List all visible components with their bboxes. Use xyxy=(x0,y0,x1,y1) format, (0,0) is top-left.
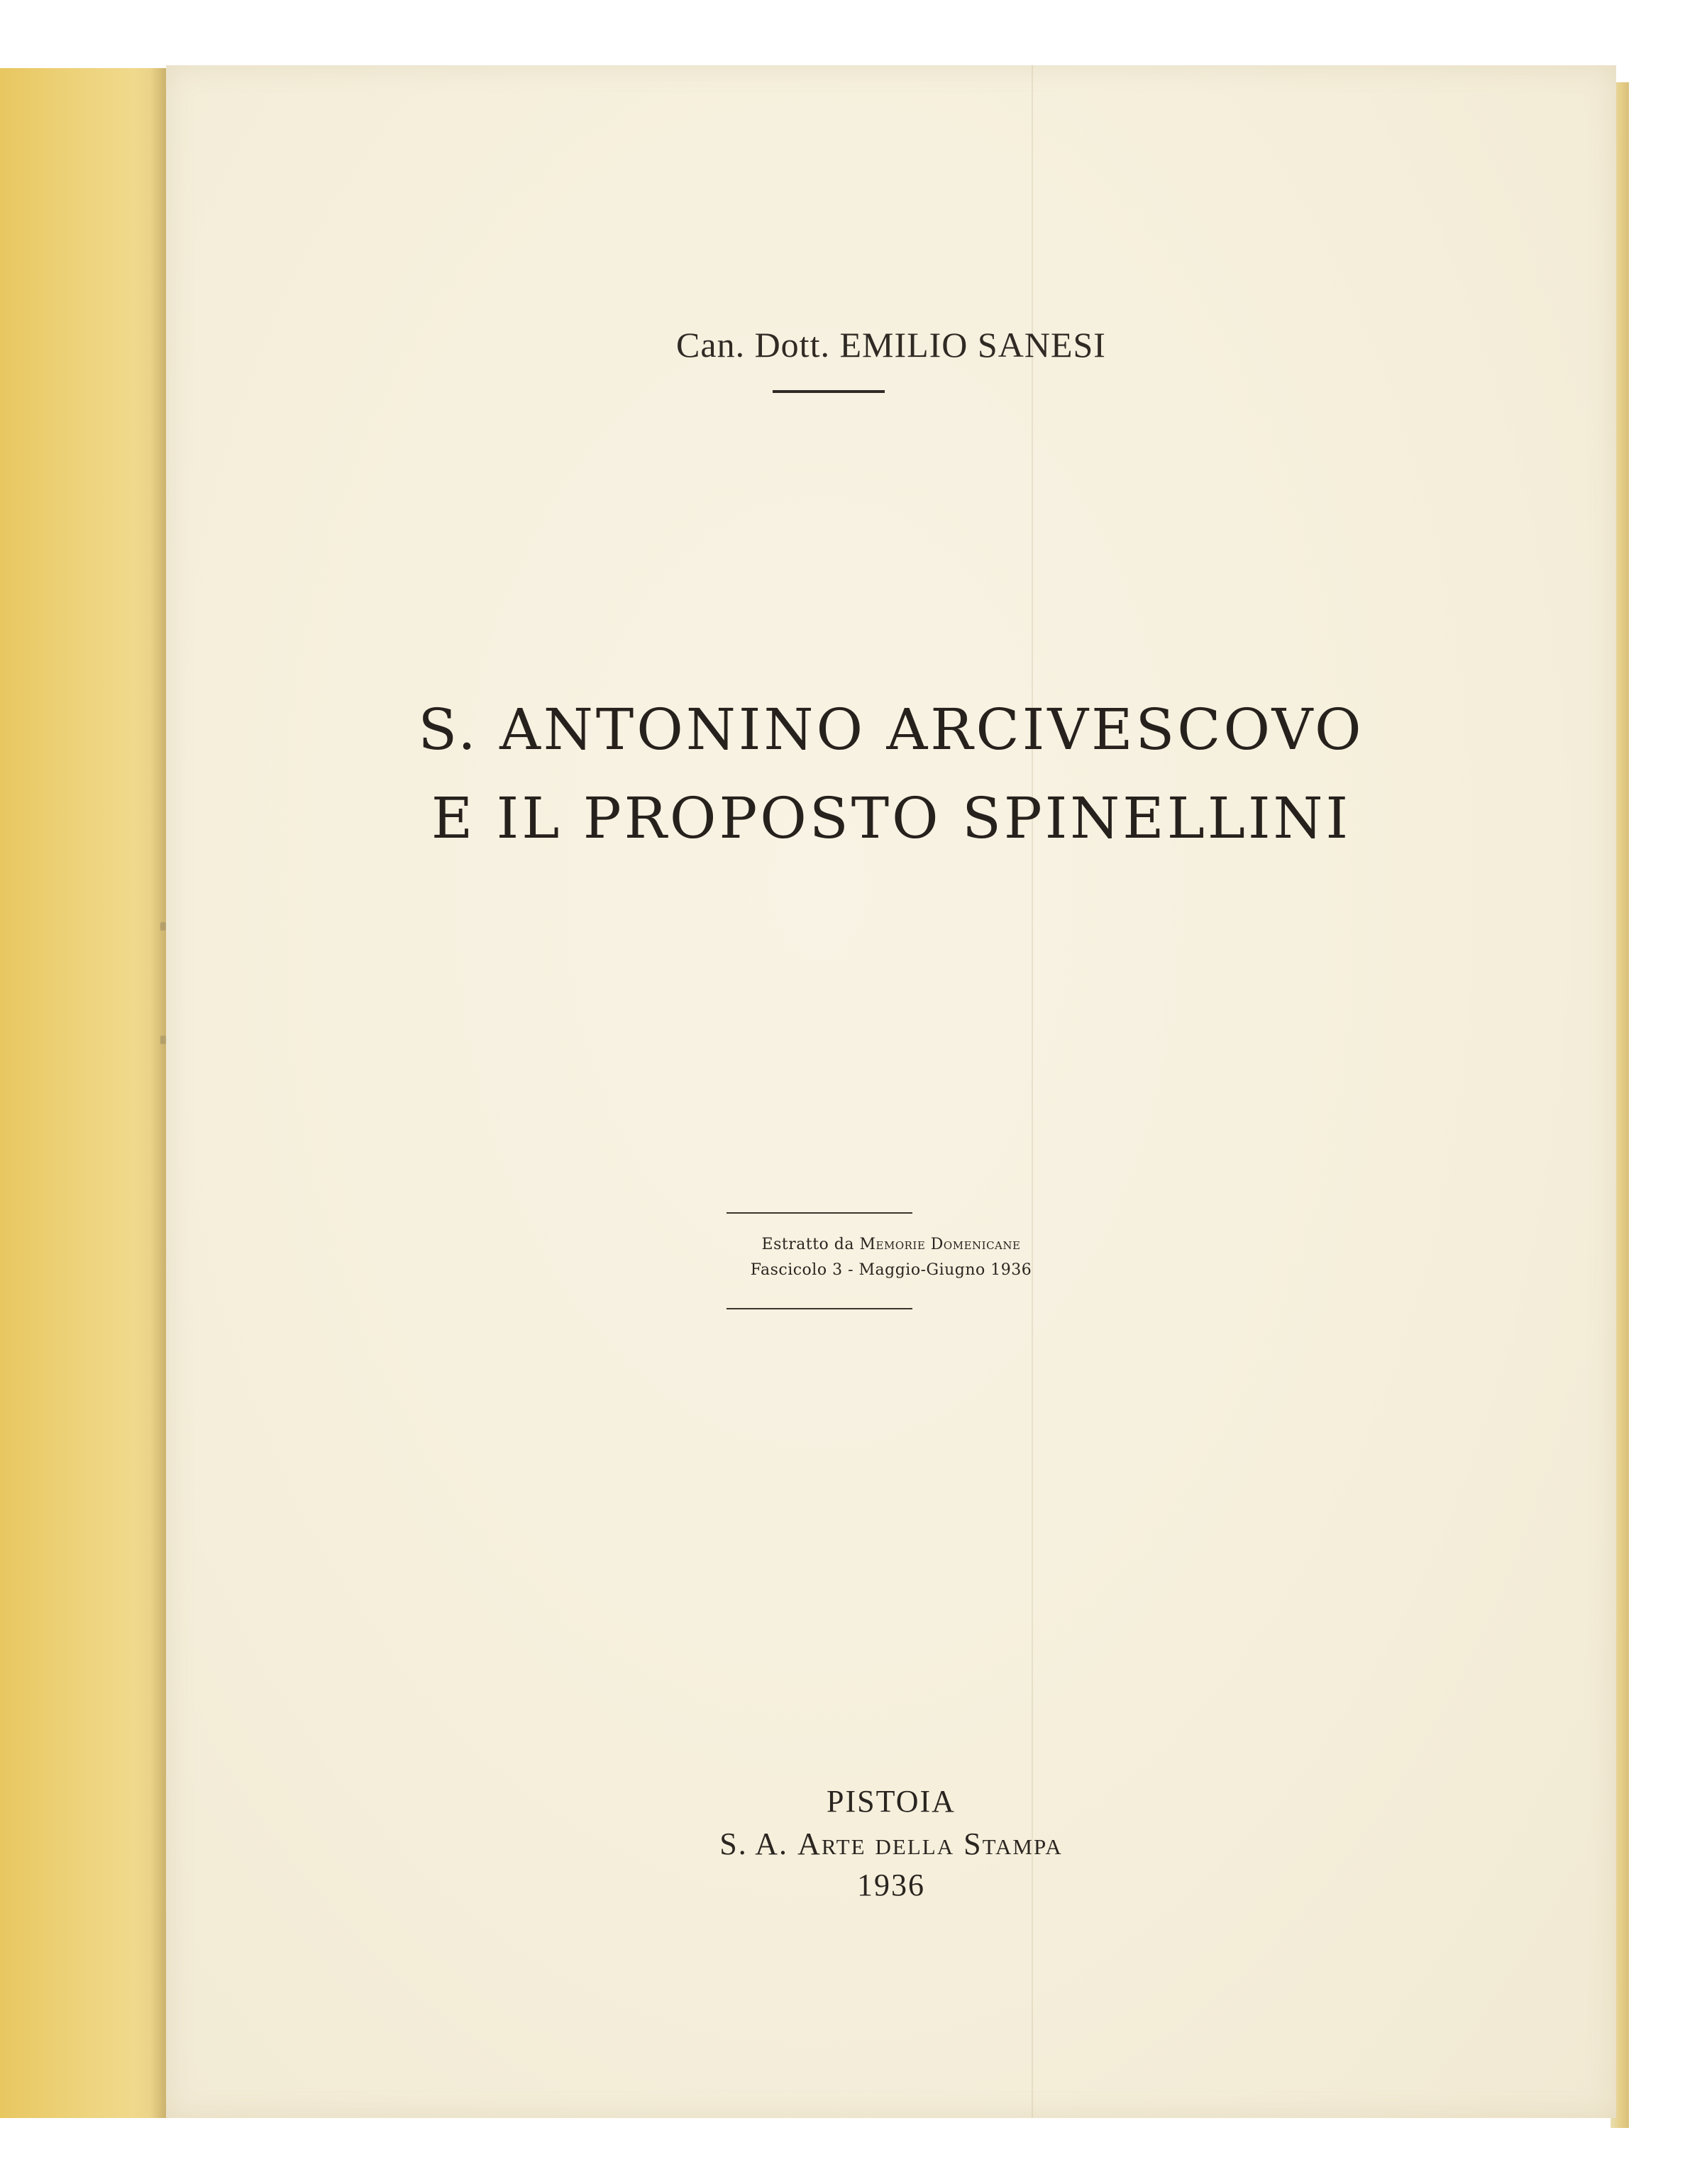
extract-source-line xyxy=(166,1236,1616,1253)
extract-issue-line: Fascicolo 3 - Maggio-Giugno 1936 xyxy=(750,1261,1032,1279)
publisher-prefix: S. A. xyxy=(719,1827,789,1861)
title-page xyxy=(166,65,1616,2118)
publisher-name: Arte della Stampa xyxy=(797,1827,1063,1861)
extract-bottom-rule xyxy=(727,1308,912,1309)
imprint-publisher xyxy=(166,1826,1616,1862)
yellow-cover-flap xyxy=(0,68,166,2118)
author-prefix: Can. Dott. xyxy=(676,325,830,365)
imprint-year: 1936 xyxy=(857,1868,925,1902)
extract-source: Memorie Domenicane xyxy=(859,1236,1021,1253)
author-line xyxy=(166,324,1616,365)
author-name: EMILIO SANESI xyxy=(839,325,1106,365)
extract-prefix: Estratto da xyxy=(761,1236,854,1253)
title-line-1: S. ANTONINO ARCIVESCOVO xyxy=(418,697,1364,763)
author-divider xyxy=(773,390,885,393)
staple-mark-top xyxy=(160,922,166,931)
title-line-2: E IL PROPOSTO SPINELLINI xyxy=(431,785,1352,851)
extract-top-rule xyxy=(727,1212,912,1214)
imprint-city: PISTOIA xyxy=(827,1784,956,1819)
staple-mark-bottom xyxy=(160,1036,166,1044)
